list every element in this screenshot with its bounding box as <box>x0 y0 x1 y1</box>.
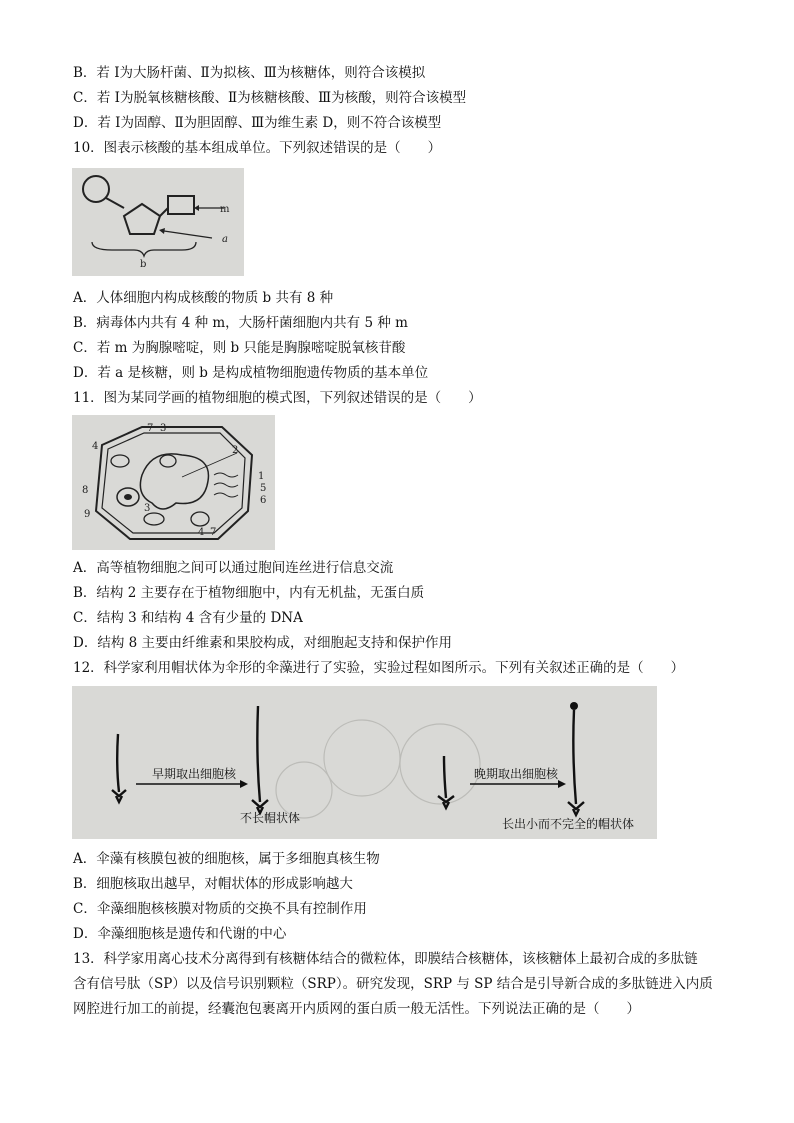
no-cap-label: 不长帽状体 <box>240 811 301 825</box>
nucleotide-label-b: b <box>140 259 147 270</box>
cell-label-9: 9 <box>84 509 91 520</box>
q11-stem: 11．图为某同学画的植物细胞的模式图，下列叙述错误的是（ ） <box>73 390 482 406</box>
cell-label-2: 2 <box>232 445 239 456</box>
q11-option-a: A．高等植物细胞之间可以通过胞间连丝进行信息交流 <box>73 560 394 576</box>
cell-label-3-bottom: 3 <box>144 503 151 514</box>
cell-label-7-top: 7 <box>147 423 154 434</box>
small-cap-label: 长出小而不完全的帽状体 <box>502 817 635 831</box>
q10-stem: 10．图表示核酸的基本组成单位。下列叙述错误的是（ ） <box>73 140 442 156</box>
q10-option-d: D．若 a 是核糖，则 b 是构成植物细胞遗传物质的基本单位 <box>73 365 429 381</box>
q12-stem: 12．科学家利用帽状体为伞形的伞藻进行了实验，实验过程如图所示。下列有关叙述正确的是（ ） <box>73 660 685 676</box>
q10-option-b: B．病毒体内共有 4 种 m，大肠杆菌细胞内共有 5 种 m <box>73 315 408 331</box>
cell-label-1: 1 <box>258 471 265 482</box>
q12-option-d: D．伞藻细胞核是遗传和代谢的中心 <box>73 926 287 942</box>
nucleotide-label-a: a <box>222 234 228 245</box>
q9-option-b: B．若 Ⅰ为大肠杆菌、Ⅱ为拟核、Ⅲ为核糖体，则符合该模拟 <box>73 65 426 81</box>
q13-line3: 网腔进行加工的前提，经囊泡包裹离开内质网的蛋白质一般无活性。下列说法正确的是（ ） <box>73 1001 640 1017</box>
q11-option-c: C．结构 3 和结构 4 含有少量的 DNA <box>73 610 303 626</box>
q12-option-c: C．伞藻细胞核核膜对物质的交换不具有控制作用 <box>73 901 367 917</box>
late-removal-label: 晚期取出细胞核 <box>474 767 559 781</box>
cell-label-4-left: 4 <box>92 441 99 452</box>
q10-option-a: A．人体细胞内构成核酸的物质 b 共有 8 种 <box>73 290 334 306</box>
q11-option-b: B．结构 2 主要存在于植物细胞中，内有无机盐，无蛋白质 <box>73 585 425 601</box>
q13-line2: 含有信号肽（SP）以及信号识别颗粒（SRP）。研究发现，SRP 与 SP 结合是引导新合成的多肽链进入内质 <box>73 976 713 992</box>
cell-label-3-top: 3 <box>160 423 167 434</box>
q9-option-d: D．若 Ⅰ为固醇、Ⅱ为胆固醇、Ⅲ为维生素 D，则不符合该模型 <box>73 115 442 131</box>
nucleotide-figure <box>72 168 244 276</box>
q9-option-c: C．若 Ⅰ为脱氧核糖核酸、Ⅱ为核糖核酸、Ⅲ为核酸，则符合该模型 <box>73 90 467 106</box>
cell-label-7-bottom: 7 <box>210 527 217 538</box>
cell-label-5: 5 <box>260 483 267 494</box>
q10-option-c: C．若 m 为胸腺嘧啶，则 b 只能是胸腺嘧啶脱氧核苷酸 <box>73 340 406 356</box>
acetabularia-figure <box>72 686 657 839</box>
q12-option-a: A．伞藻有核膜包被的细胞核，属于多细胞真核生物 <box>73 851 380 867</box>
plant-cell-figure <box>72 415 275 550</box>
cell-label-8: 8 <box>82 485 89 496</box>
early-removal-label: 早期取出细胞核 <box>152 767 237 781</box>
q11-option-d: D．结构 8 主要由纤维素和果胶构成，对细胞起支持和保护作用 <box>73 635 452 651</box>
q12-option-b: B．细胞核取出越早，对帽状体的形成影响越大 <box>73 876 353 892</box>
nucleotide-label-m: m <box>220 204 230 215</box>
q13-line1: 13．科学家用离心技术分离得到有核糖体结合的微粒体，即膜结合核糖体，该核糖体上最初合成的多肽链 <box>73 951 698 967</box>
cell-label-6: 6 <box>260 495 267 506</box>
cell-label-4-bottom: 4 <box>198 527 205 538</box>
